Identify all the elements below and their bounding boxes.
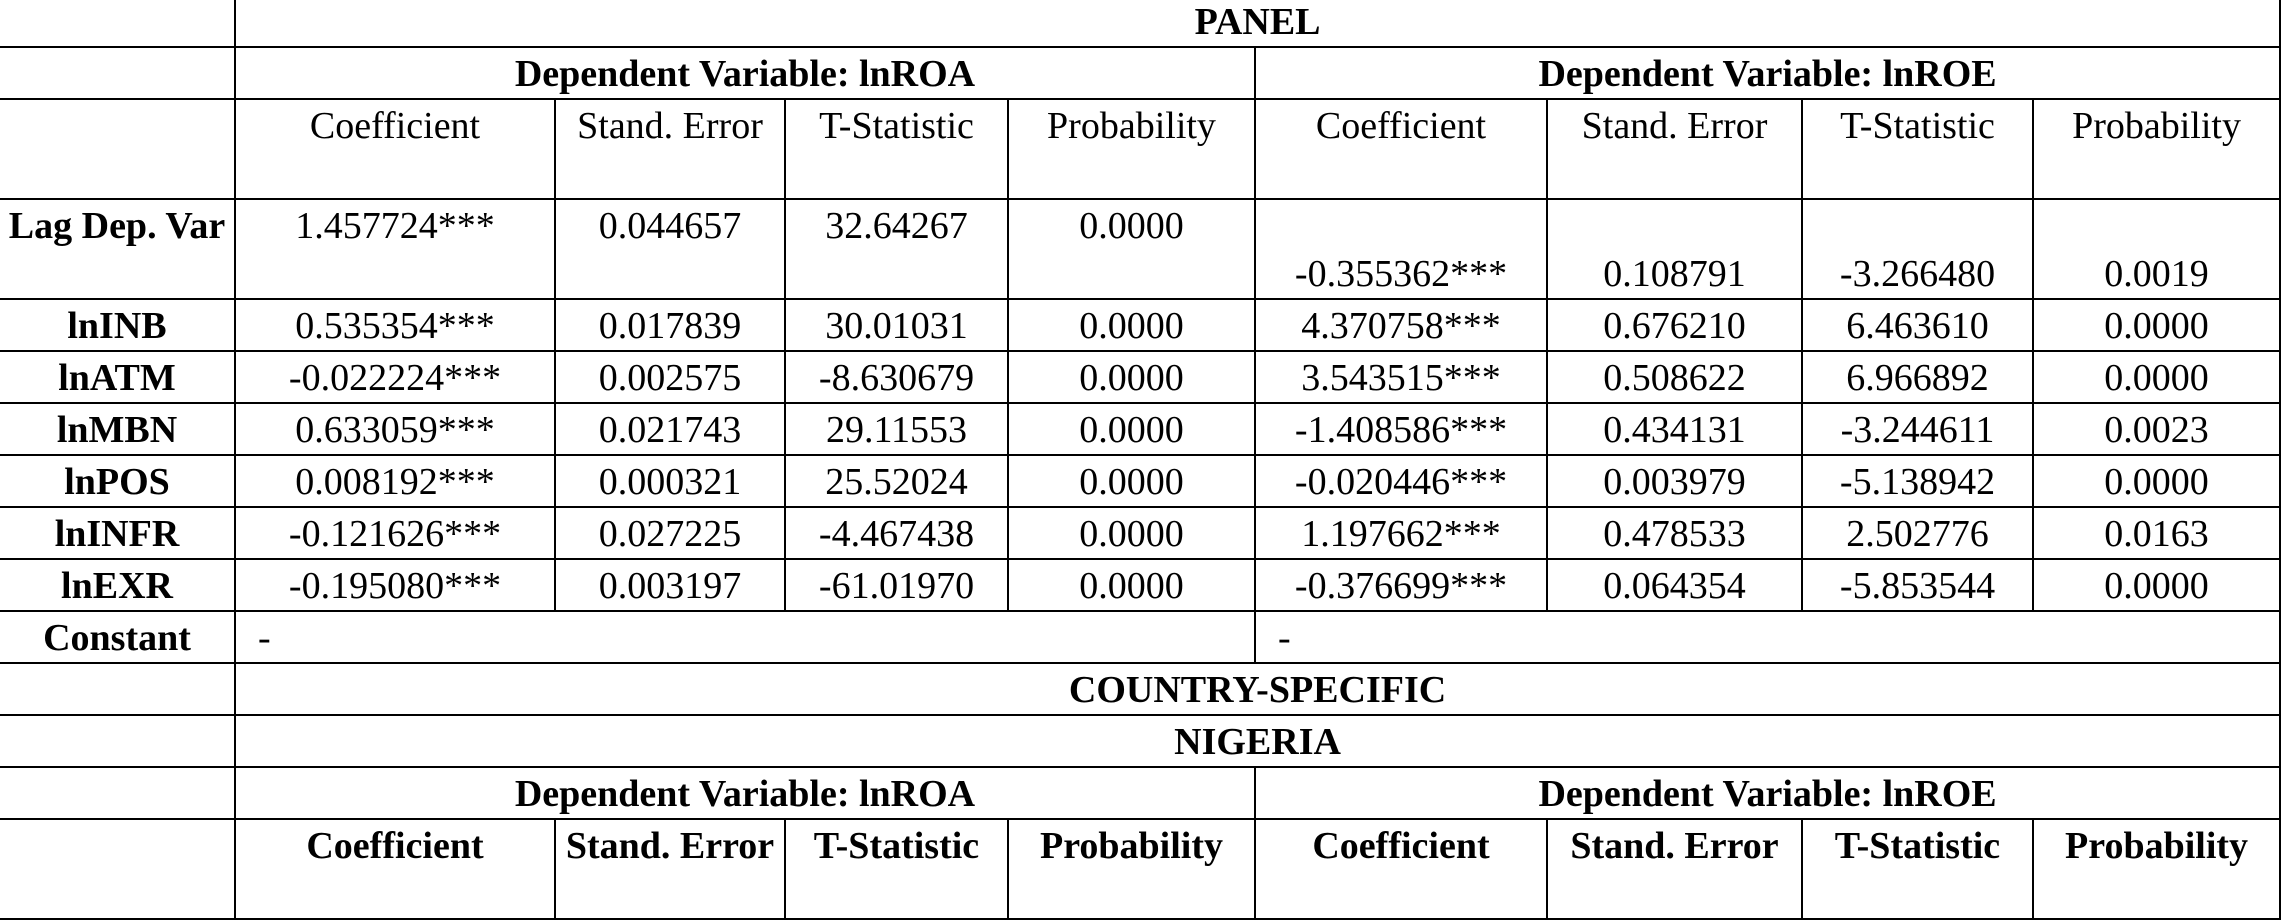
- roe-probability: 0.0023: [2033, 403, 2280, 455]
- roa-t-statistic: 32.64267: [785, 199, 1008, 299]
- column-header: Stand. Error: [555, 819, 785, 919]
- roa-coefficient: 0.633059***: [235, 403, 555, 455]
- roa-coefficient: 0.008192***: [235, 455, 555, 507]
- roe-coefficient: -0.376699***: [1255, 559, 1547, 611]
- row-label: lnINB: [0, 299, 235, 351]
- row-label: lnATM: [0, 351, 235, 403]
- row-label: lnINFR: [0, 507, 235, 559]
- roa-t-statistic: -8.630679: [785, 351, 1008, 403]
- country-specific-title-row: [0, 663, 2280, 715]
- roa-probability: 0.0000: [1008, 351, 1255, 403]
- column-header: T-Statistic: [785, 99, 1008, 199]
- country-dependent-variable-row: [0, 767, 2280, 819]
- roe-coefficient: -0.020446***: [1255, 455, 1547, 507]
- constant-roa-value: -: [235, 611, 1255, 663]
- table-row: [0, 351, 2280, 403]
- roa-std-error: 0.027225: [555, 507, 785, 559]
- country-dep-roe-header: Dependent Variable: lnROE: [1255, 767, 2280, 819]
- country-column-header-row: [0, 819, 2280, 919]
- roa-probability: 0.0000: [1008, 507, 1255, 559]
- table-row: [0, 299, 2280, 351]
- row-label: Constant: [0, 611, 235, 663]
- roe-std-error: 0.434131: [1547, 403, 1802, 455]
- column-header: Stand. Error: [1547, 819, 1802, 919]
- blank-cell: [0, 99, 235, 199]
- roe-t-statistic: 6.463610: [1802, 299, 2033, 351]
- row-label: lnEXR: [0, 559, 235, 611]
- column-header: Stand. Error: [1547, 99, 1802, 199]
- country-name-row: [0, 715, 2280, 767]
- column-header: T-Statistic: [1802, 99, 2033, 199]
- roa-t-statistic: -4.467438: [785, 507, 1008, 559]
- roe-t-statistic: -3.266480: [1802, 199, 2033, 299]
- roa-probability: 0.0000: [1008, 559, 1255, 611]
- country-specific-title: COUNTRY-SPECIFIC: [235, 663, 2280, 715]
- roe-t-statistic: -3.244611: [1802, 403, 2033, 455]
- panel-title: PANEL: [235, 0, 2280, 47]
- roa-coefficient: 1.457724***: [235, 199, 555, 299]
- blank-cell: [0, 47, 235, 99]
- roe-std-error: 0.108791: [1547, 199, 1802, 299]
- roe-probability: 0.0000: [2033, 455, 2280, 507]
- row-label: Lag Dep. Var: [0, 199, 235, 299]
- roa-probability: 0.0000: [1008, 403, 1255, 455]
- column-header: T-Statistic: [785, 819, 1008, 919]
- blank-cell: [0, 819, 235, 919]
- roe-probability: 0.0000: [2033, 299, 2280, 351]
- column-header: Probability: [2033, 99, 2280, 199]
- column-header: Probability: [1008, 819, 1255, 919]
- roe-t-statistic: -5.853544: [1802, 559, 2033, 611]
- column-header: T-Statistic: [1802, 819, 2033, 919]
- roe-std-error: 0.478533: [1547, 507, 1802, 559]
- column-header: Stand. Error: [555, 99, 785, 199]
- blank-cell: [0, 767, 235, 819]
- blank-cell: [0, 715, 235, 767]
- roe-coefficient: 3.543515***: [1255, 351, 1547, 403]
- roa-coefficient: -0.121626***: [235, 507, 555, 559]
- table-row: [0, 611, 2280, 663]
- column-header: Probability: [1008, 99, 1255, 199]
- roe-t-statistic: 6.966892: [1802, 351, 2033, 403]
- roe-probability: 0.0019: [2033, 199, 2280, 299]
- roa-std-error: 0.000321: [555, 455, 785, 507]
- row-label: lnMBN: [0, 403, 235, 455]
- roe-std-error: 0.676210: [1547, 299, 1802, 351]
- row-label: lnPOS: [0, 455, 235, 507]
- roe-std-error: 0.003979: [1547, 455, 1802, 507]
- roa-t-statistic: 25.52024: [785, 455, 1008, 507]
- blank-cell: [0, 663, 235, 715]
- roa-coefficient: 0.535354***: [235, 299, 555, 351]
- roa-probability: 0.0000: [1008, 455, 1255, 507]
- table-row: [0, 455, 2280, 507]
- column-header: Coefficient: [1255, 819, 1547, 919]
- roe-probability: 0.0000: [2033, 351, 2280, 403]
- roa-std-error: 0.002575: [555, 351, 785, 403]
- panel-dep-roe-header: Dependent Variable: lnROE: [1255, 47, 2280, 99]
- roa-std-error: 0.044657: [555, 199, 785, 299]
- roa-std-error: 0.003197: [555, 559, 785, 611]
- roa-t-statistic: 30.01031: [785, 299, 1008, 351]
- roe-coefficient: -0.355362***: [1255, 199, 1547, 299]
- table-row: [0, 507, 2280, 559]
- roa-t-statistic: 29.11553: [785, 403, 1008, 455]
- roe-probability: 0.0163: [2033, 507, 2280, 559]
- roa-std-error: 0.021743: [555, 403, 785, 455]
- table-row: [0, 559, 2280, 611]
- column-header: Probability: [2033, 819, 2280, 919]
- roa-t-statistic: -61.01970: [785, 559, 1008, 611]
- constant-roe-value: -: [1255, 611, 2280, 663]
- roa-coefficient: -0.022224***: [235, 351, 555, 403]
- roe-std-error: 0.508622: [1547, 351, 1802, 403]
- roa-std-error: 0.017839: [555, 299, 785, 351]
- panel-column-header-row: [0, 99, 2280, 199]
- column-header: Coefficient: [235, 819, 555, 919]
- roe-t-statistic: -5.138942: [1802, 455, 2033, 507]
- table-row: [0, 403, 2280, 455]
- roe-coefficient: -1.408586***: [1255, 403, 1547, 455]
- panel-dep-roa-header: Dependent Variable: lnROA: [235, 47, 1255, 99]
- roe-std-error: 0.064354: [1547, 559, 1802, 611]
- roa-coefficient: -0.195080***: [235, 559, 555, 611]
- table-row: [0, 199, 2280, 299]
- roe-coefficient: 4.370758***: [1255, 299, 1547, 351]
- country-name: NIGERIA: [235, 715, 2280, 767]
- roe-coefficient: 1.197662***: [1255, 507, 1547, 559]
- column-header: Coefficient: [235, 99, 555, 199]
- panel-title-row: [0, 0, 2280, 47]
- country-dep-roa-header: Dependent Variable: lnROA: [235, 767, 1255, 819]
- blank-cell: [0, 0, 235, 47]
- column-header: Coefficient: [1255, 99, 1547, 199]
- roa-probability: 0.0000: [1008, 299, 1255, 351]
- roe-t-statistic: 2.502776: [1802, 507, 2033, 559]
- roe-probability: 0.0000: [2033, 559, 2280, 611]
- panel-dependent-variable-row: [0, 47, 2280, 99]
- roa-probability: 0.0000: [1008, 199, 1255, 299]
